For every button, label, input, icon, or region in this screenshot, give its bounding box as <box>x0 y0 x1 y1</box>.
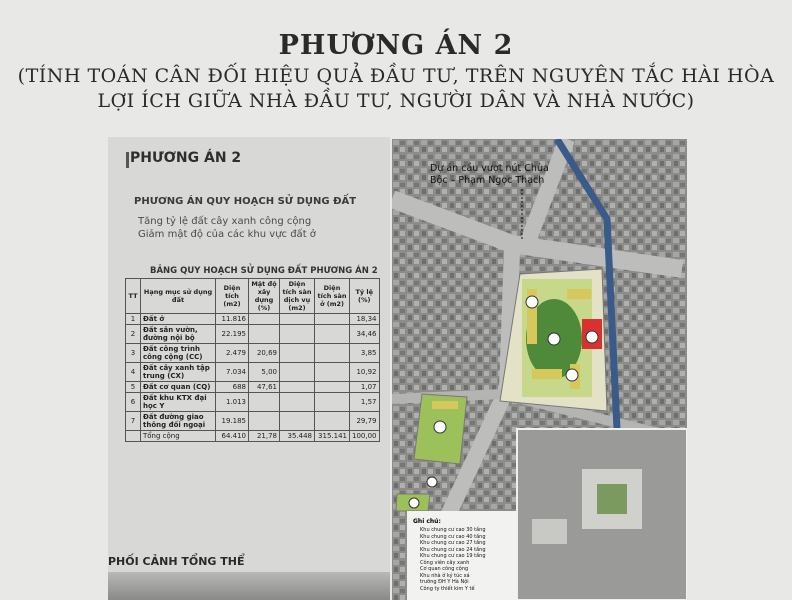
cell-ratio: 18,34 <box>350 314 380 325</box>
cell-tt <box>126 431 141 442</box>
legend-item: Công viên cây xanh <box>420 559 470 566</box>
cell-density: 47,61 <box>249 382 280 393</box>
tower-marker <box>427 477 437 487</box>
cell-res <box>315 344 350 363</box>
tower-marker <box>586 331 598 343</box>
map-legend <box>420 527 486 592</box>
cell-res <box>315 363 350 382</box>
table-row <box>126 314 380 325</box>
building-block <box>432 401 458 409</box>
cell-res <box>315 314 350 325</box>
cell-area: 64.410 <box>216 431 249 442</box>
map-annotation <box>430 163 549 187</box>
cell-tt: 5 <box>126 382 141 393</box>
cell-tt: 4 <box>126 363 141 382</box>
table-row <box>126 412 380 431</box>
legend-item: Khu chung cư cao 24 tầng <box>420 546 486 553</box>
col-header: Mật độ xây dựng (%) <box>249 279 280 314</box>
cell-area: 19.185 <box>216 412 249 431</box>
col-header: TT <box>126 279 141 314</box>
cell-ratio: 1,07 <box>350 382 380 393</box>
cell-name: Đất cây xanh tập trung (CX) <box>141 363 216 382</box>
cell-res: 315.141 <box>315 431 350 442</box>
cell-res <box>315 393 350 412</box>
cell-ratio: 100,00 <box>350 431 380 442</box>
cell-service <box>280 314 315 325</box>
cell-ratio: 34,46 <box>350 325 380 344</box>
cell-res <box>315 412 350 431</box>
legend-item: Khu chung cư cao 30 tầng <box>420 527 486 533</box>
cell-tt: 3 <box>126 344 141 363</box>
cell-density: 20,69 <box>249 344 280 363</box>
col-header: Diện tích (m2) <box>216 279 249 314</box>
tower-marker <box>548 333 560 345</box>
cell-service <box>280 412 315 431</box>
cell-area: 1.013 <box>216 393 249 412</box>
page-subtitle-line2: LỢI ÍCH GIỮA NHÀ ĐẦU TƯ, NGƯỜI DÂN VÀ NHÀ NƯỚC) <box>97 90 695 112</box>
cell-service: 35.448 <box>280 431 315 442</box>
table-row <box>126 393 380 412</box>
annotation-line: Bộc – Phạm Ngọc Thạch <box>430 175 545 186</box>
legend-item: Khu chung cư cao 40 tầng <box>420 533 486 540</box>
cell-density <box>249 412 280 431</box>
tower-marker <box>434 421 446 433</box>
cell-service <box>280 393 315 412</box>
legend-item: Công ty thiết kim Y tế <box>420 585 475 592</box>
cell-density <box>249 393 280 412</box>
col-header: Diện tích sàn ở (m2) <box>315 279 350 314</box>
cell-tt: 1 <box>126 314 141 325</box>
page-subtitle-line1: (TÍNH TOÁN CÂN ĐỐI HIỆU QUẢ ĐẦU TƯ, TRÊN NGUYÊN TẮC HÀI HÒA <box>17 65 775 87</box>
cell-ratio: 1,57 <box>350 393 380 412</box>
cell-name: Đất ở <box>141 314 216 325</box>
table-row <box>126 382 380 393</box>
cell-service <box>280 382 315 393</box>
cell-res <box>315 382 350 393</box>
plan-subtitle: PHƯƠNG ÁN QUY HOẠCH SỬ DỤNG ĐẤT <box>134 196 357 207</box>
inset-building <box>532 519 567 544</box>
cell-density <box>249 314 280 325</box>
cell-tt: 6 <box>126 393 141 412</box>
cell-name: Đất khu KTX đại học Y <box>141 393 216 412</box>
cell-name: Đất cơ quan (CQ) <box>141 382 216 393</box>
tower-marker <box>409 498 419 508</box>
legend-item: trường ĐH Y Hà Nội <box>420 579 469 585</box>
table-row <box>126 363 380 382</box>
cell-name: Đất công trình công cộng (CC) <box>141 344 216 363</box>
legend-item: Khu chung cư cao 27 tầng <box>420 540 486 546</box>
cell-name: Đất sân vườn, đường nội bộ <box>141 325 216 344</box>
cell-area: 688 <box>216 382 249 393</box>
page-title: PHƯƠNG ÁN 2 <box>278 30 514 61</box>
cell-service <box>280 363 315 382</box>
col-header: Tỷ lệ (%) <box>350 279 380 314</box>
cell-name: Tổng cộng <box>141 431 216 442</box>
building-block <box>532 369 562 379</box>
cell-service <box>280 344 315 363</box>
inset-courtyard <box>597 484 627 514</box>
plan-note: Giảm mật độ của các khu vực đất ở <box>138 229 316 240</box>
cell-res <box>315 325 350 344</box>
cell-name: Đất đường giao thông đối ngoại <box>141 412 216 431</box>
cell-density <box>249 325 280 344</box>
legend-item: Cơ quan công cộng <box>420 566 469 572</box>
legend-item: Khu chung cư cao 19 tầng <box>420 553 486 559</box>
table-row <box>126 325 380 344</box>
annotation-line: Dự án cầu vượt nút Chùa <box>430 163 549 174</box>
plan-note: Tăng tỷ lệ đất cây xanh công cộng <box>138 216 312 227</box>
cell-area: 7.034 <box>216 363 249 382</box>
cell-area: 22.195 <box>216 325 249 344</box>
land-use-table <box>125 278 380 442</box>
section-title: PHƯƠNG ÁN 2 <box>130 150 242 166</box>
section-marker <box>126 152 129 168</box>
legend-title: Ghi chú: <box>413 518 441 525</box>
col-header: Hạng mục sử dụng đất <box>141 279 216 314</box>
cell-tt: 7 <box>126 412 141 431</box>
cell-density: 21,78 <box>249 431 280 442</box>
table-total-row <box>126 431 380 442</box>
cell-area: 11.816 <box>216 314 249 325</box>
legend-item: Khu nhà ở ký túc xá <box>420 572 470 579</box>
cell-service <box>280 325 315 344</box>
cell-tt: 2 <box>126 325 141 344</box>
perspective-title: PHỐI CẢNH TỔNG THỂ <box>108 555 245 568</box>
cell-ratio: 10,92 <box>350 363 380 382</box>
cell-density: 5,00 <box>249 363 280 382</box>
table-caption: BẢNG QUY HOẠCH SỬ DỤNG ĐẤT PHƯƠNG ÁN 2 <box>150 266 378 276</box>
cell-area: 2.479 <box>216 344 249 363</box>
tower-marker <box>526 296 538 308</box>
col-header: Diện tích sàn dịch vụ (m2) <box>280 279 315 314</box>
tower-marker <box>566 369 578 381</box>
cell-ratio: 29,79 <box>350 412 380 431</box>
perspective-image <box>108 572 390 600</box>
table-header-row <box>126 279 380 314</box>
building-block <box>567 289 591 299</box>
table-row <box>126 344 380 363</box>
cell-ratio: 3,85 <box>350 344 380 363</box>
